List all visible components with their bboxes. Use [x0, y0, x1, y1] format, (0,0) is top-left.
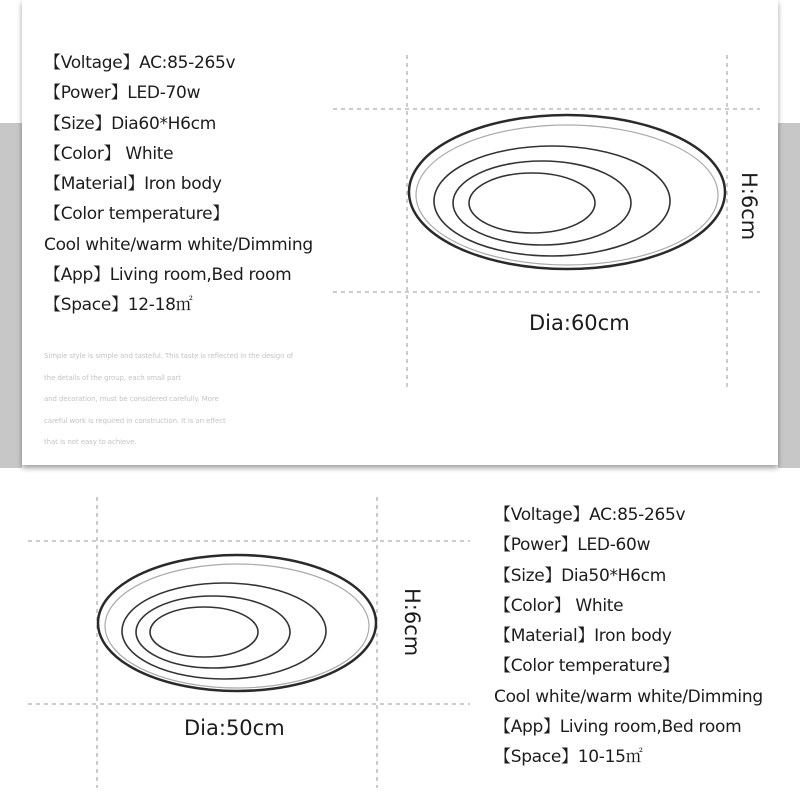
bottom-height-label: H:6cm	[400, 588, 424, 657]
blurb-line: that is not easy to achieve.	[44, 438, 137, 446]
bottom-spec-size: 【Size】Dia50*H6cm	[494, 565, 666, 586]
bottom-lamp-outline	[98, 555, 376, 691]
bottom-diameter-label: Dia:50cm	[184, 716, 285, 740]
bottom-spec-power: 【Power】LED-60w	[494, 535, 651, 556]
bottom-spec-material: 【Material】Iron body	[494, 626, 672, 647]
bottom-lamp-outer-ring	[98, 555, 376, 691]
top-spec-material: 【Material】Iron body	[44, 174, 222, 195]
top-spec-color-temperature: 【Color temperature】	[44, 204, 229, 225]
bottom-spec-voltage: 【Voltage】AC:85-265v	[494, 505, 686, 525]
top-spec-space: 【Space】12-18㎡	[44, 295, 193, 316]
top-spec-voltage: 【Voltage】AC:85-265v	[44, 53, 236, 73]
top-height-label: H:6cm	[737, 172, 761, 241]
top-lamp-ring-4	[469, 173, 595, 233]
top-diameter-label: Dia:60cm	[529, 311, 630, 335]
top-spec-application: 【App】Living room,Bed room	[44, 265, 292, 286]
top-dimension-guides	[333, 55, 760, 388]
bottom-spec-list	[494, 500, 763, 773]
blurb-line: and decoration, must be considered carefully. More	[44, 395, 219, 403]
top-spec-color: 【Color】 White	[44, 143, 174, 164]
blurb-line: Simple style is simple and tasteful. This taste is reflected in the design of	[44, 352, 294, 360]
top-spec-power: 【Power】LED-70w	[44, 83, 201, 104]
top-spec-size: 【Size】Dia60*H6cm	[44, 113, 216, 134]
bottom-spec-color-temperature-value: Cool white/warm white/Dimming	[494, 686, 763, 707]
top-spec-color-temperature-value: Cool white/warm white/Dimming	[44, 234, 313, 255]
top-lamp-outline	[409, 115, 725, 269]
bottom-spec-color: 【Color】 White	[494, 595, 624, 616]
bottom-spec-space: 【Space】10-15㎡	[494, 747, 643, 768]
blurb-line: the details of the group, each small part	[44, 373, 181, 382]
bottom-spec-color-temperature: 【Color temperature】	[494, 656, 679, 677]
blurb-line: careful work is required in construction. It is an effect	[44, 416, 226, 425]
bottom-lamp-ring-2	[122, 583, 326, 679]
bottom-lamp-ring-4	[150, 607, 258, 657]
bottom-spec-application: 【App】Living room,Bed room	[494, 717, 742, 738]
